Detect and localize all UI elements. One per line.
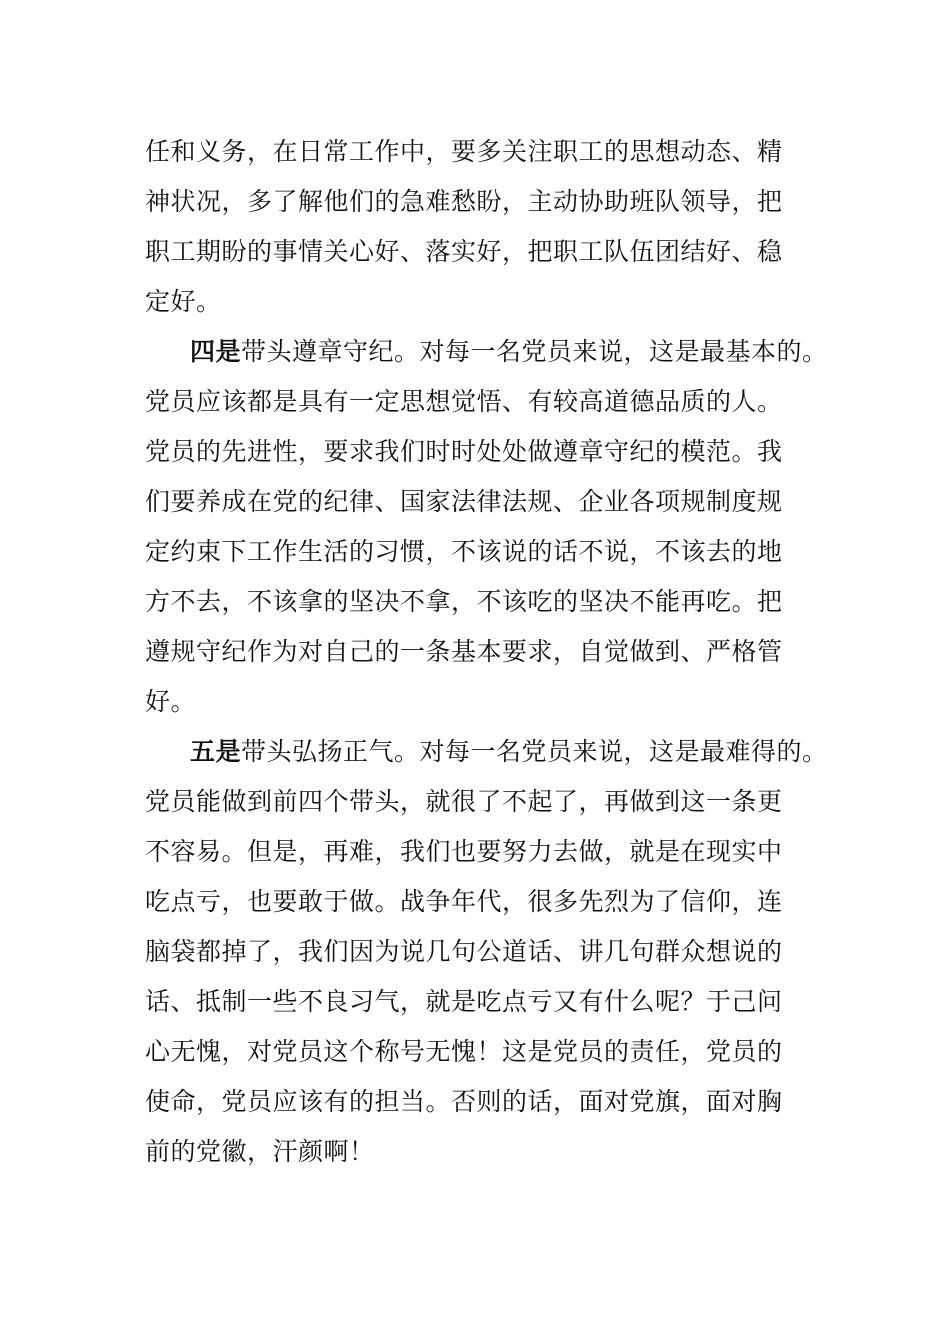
text-line: 党员能做到前四个带头，就很了不起了，再做到这一条更 (145, 787, 783, 816)
text-line: 党员应该都是具有一定思想觉悟、有较高道德品质的人。 (145, 387, 783, 416)
text-line: 吃点亏，也要敢于做。战争年代，很多先烈为了信仰，连 (145, 887, 783, 916)
text-line: 好。 (145, 687, 197, 716)
text-line: 前的党徽，汗颜啊！ (145, 1137, 375, 1166)
text-line: 遵规守纪作为对自己的一条基本要求，自觉做到、严格管 (145, 637, 783, 666)
paragraph-five-first-line (190, 732, 890, 772)
text-line: 脑袋都掉了，我们因为说几句公道话、讲几句群众想说的 (145, 937, 783, 966)
paragraph-five-heading: 带头弘扬正气。对每一名党员来说，这是最难得的。 (241, 737, 828, 766)
paragraph-four-first-line (190, 332, 890, 372)
text-line: 定约束下工作生活的习惯，不该说的话不说，不该去的地 (145, 537, 783, 566)
paragraph-four-lead: 四是 (190, 337, 242, 366)
text-line: 们要养成在党的纪律、国家法律法规、企业各项规制度规 (145, 487, 783, 516)
text-line: 话、抵制一些不良习气，就是吃点亏又有什么呢？于己问 (145, 987, 783, 1016)
text-line: 神状况，多了解他们的急难愁盼，主动协助班队领导，把 (145, 187, 783, 216)
text-line: 心无愧，对党员这个称号无愧！这是党员的责任，党员的 (145, 1037, 783, 1066)
paragraph-five-lead: 五是 (190, 737, 242, 766)
text-line: 方不去，不该拿的坚决不拿，不该吃的坚决不能再吃。把 (145, 587, 783, 616)
text-line: 任和义务，在日常工作中，要多关注职工的思想动态、精 (145, 137, 783, 166)
text-line: 职工期盼的事情关心好、落实好，把职工队伍团结好、稳 (145, 237, 783, 266)
text-line: 党员的先进性，要求我们时时处处做遵章守纪的模范。我 (145, 437, 783, 466)
text-line: 使命，党员应该有的担当。否则的话，面对党旗，面对胸 (145, 1087, 783, 1116)
text-line: 定好。 (145, 287, 222, 316)
text-line: 不容易。但是，再难，我们也要努力去做，就是在现实中 (145, 837, 783, 866)
paragraph-four-heading: 带头遵章守纪。对每一名党员来说，这是最基本的。 (241, 337, 828, 366)
